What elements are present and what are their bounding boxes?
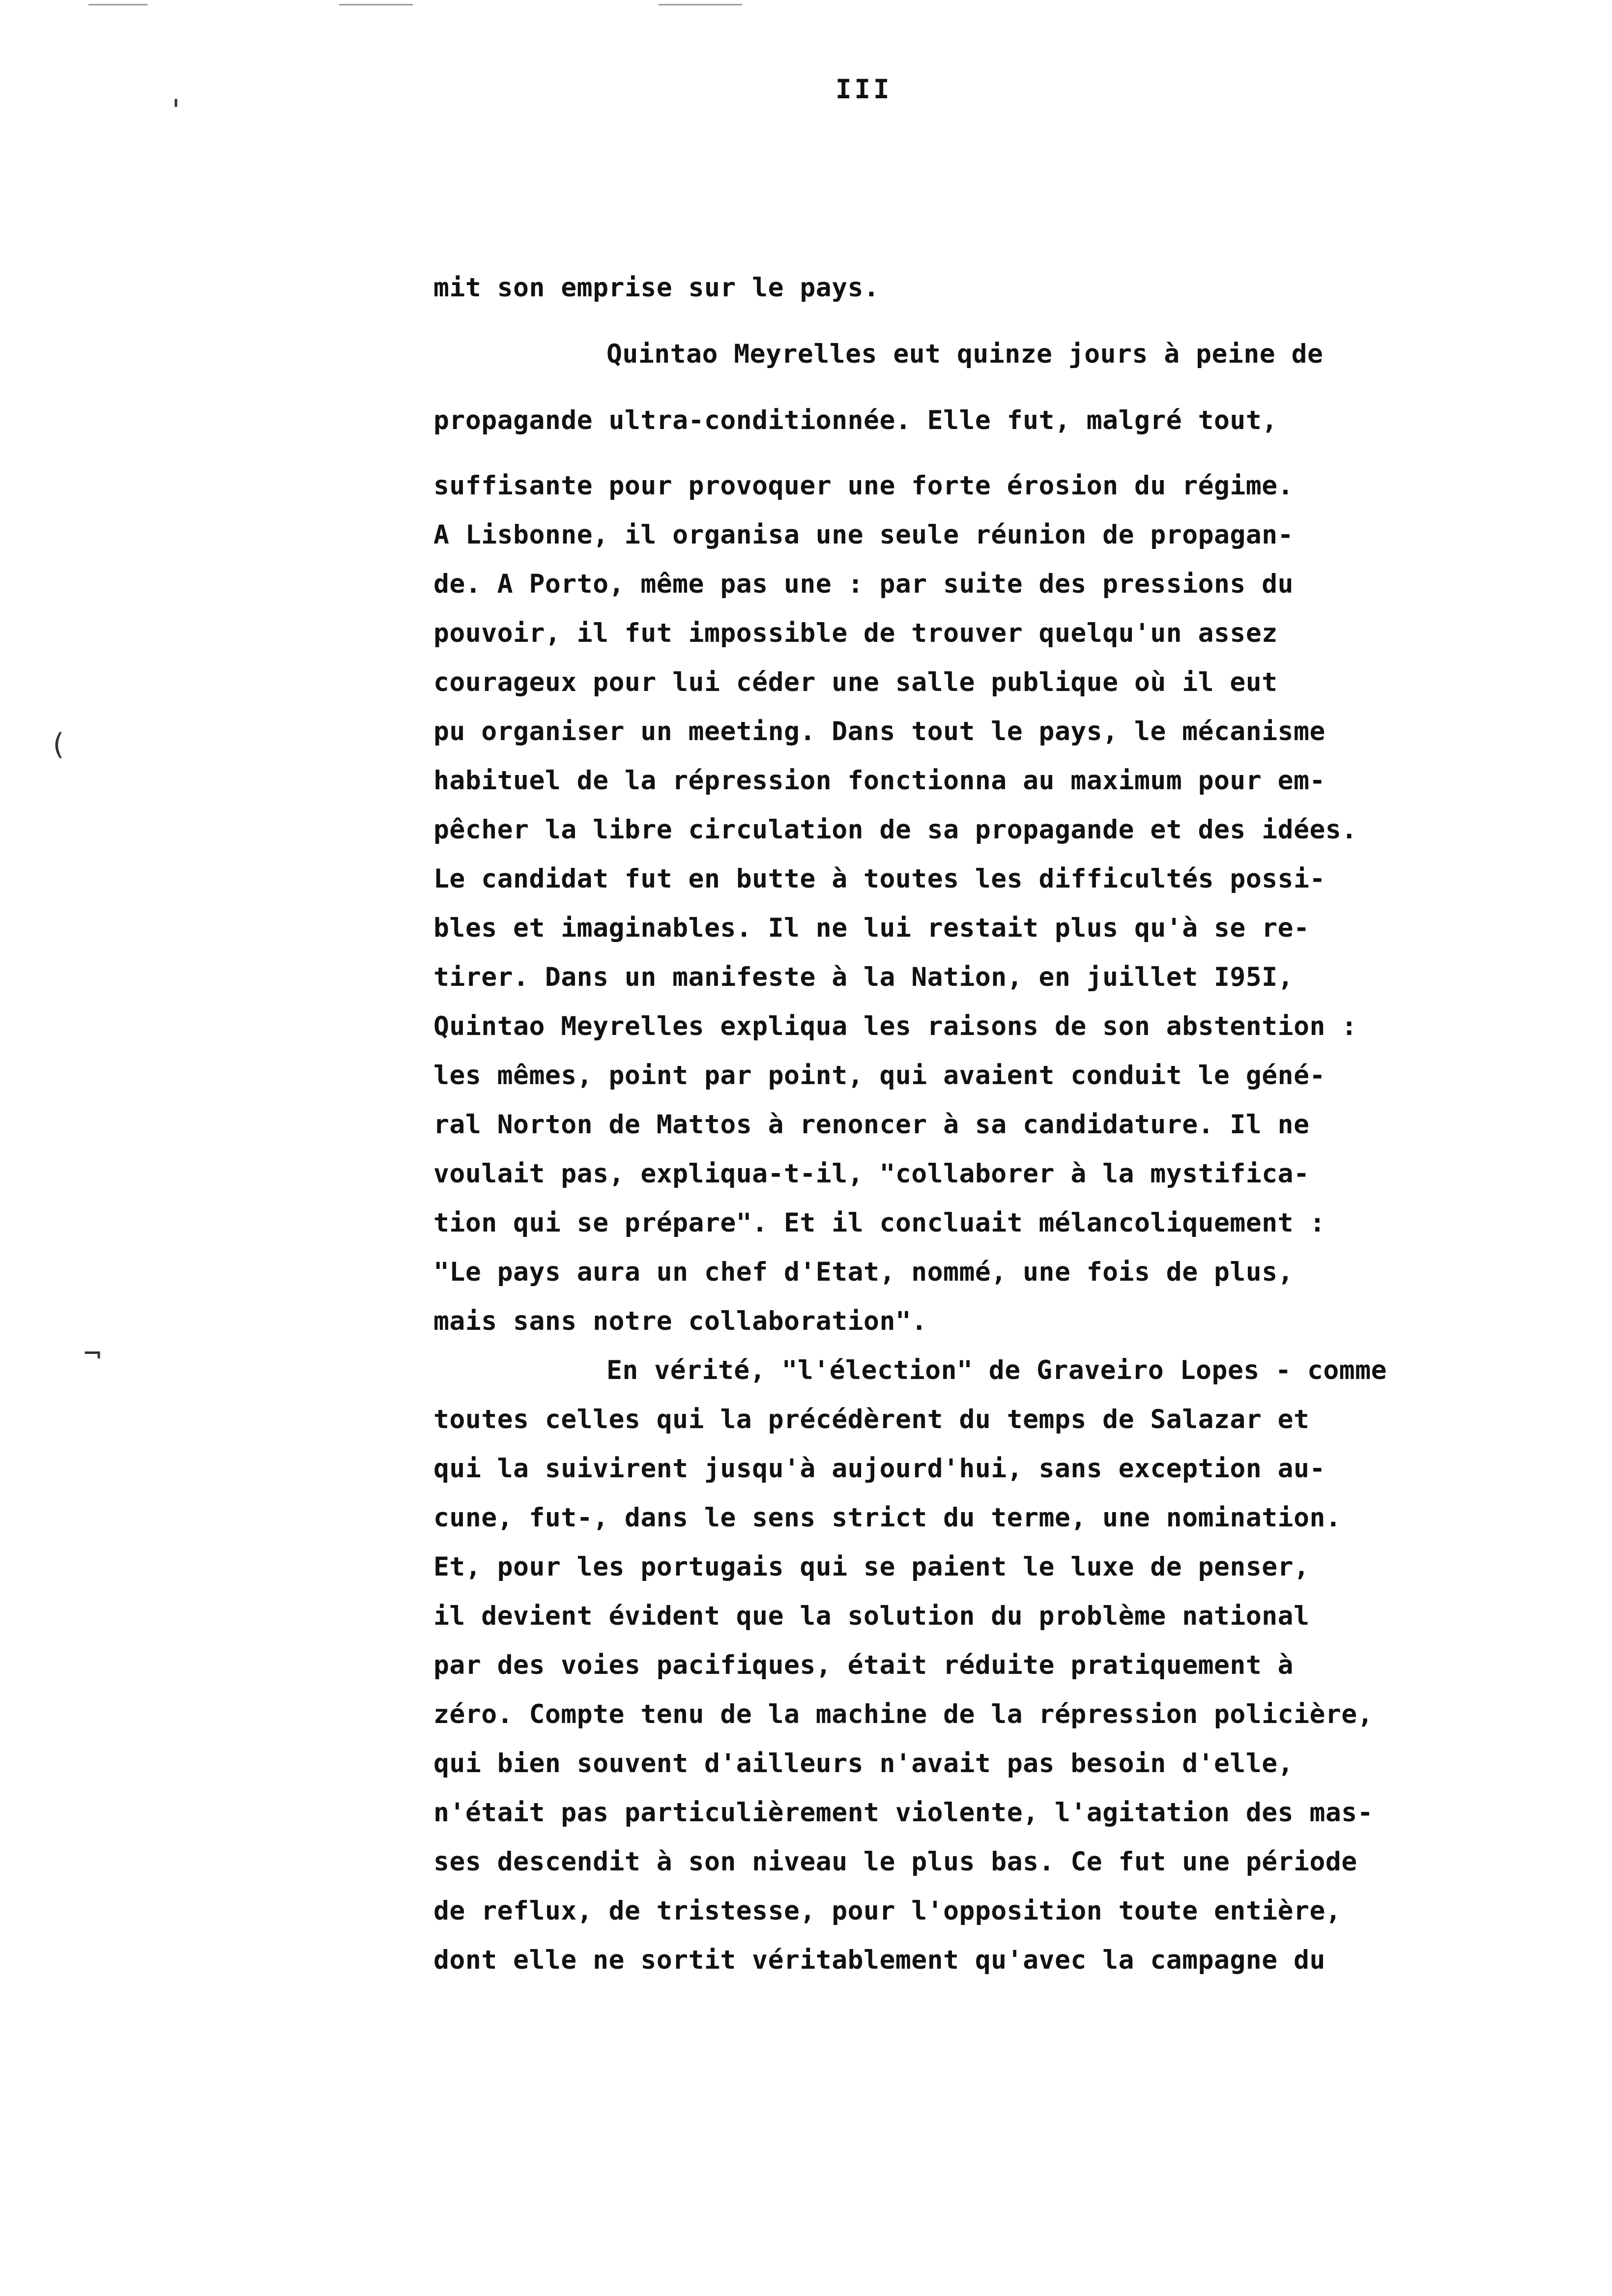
text-line: par des voies pacifiques, était réduite pratiquement à	[433, 1650, 1294, 1680]
text-line: pouvoir, il fut impossible de trouver quelqu'un assez	[433, 618, 1278, 648]
text-line: zéro. Compte tenu de la machine de la répression policière,	[433, 1699, 1374, 1729]
text-line: cune, fut-, dans le sens strict du terme, une nomination.	[433, 1503, 1342, 1533]
text-line: n'était pas particulièrement violente, l'agitation des mas-	[433, 1798, 1374, 1828]
text-line: pêcher la libre circulation de sa propagande et des idées.	[433, 815, 1357, 845]
text-line: Le candidat fut en butte à toutes les difficultés possi-	[433, 864, 1325, 894]
text-line: courageux pour lui céder une salle publique où il eut	[433, 667, 1278, 697]
text-line: ses descendit à son niveau le plus bas. Ce fut une période	[433, 1847, 1357, 1877]
text-line: mit son emprise sur le pays.	[433, 273, 880, 303]
text-line: tion qui se prépare". Et il concluait mélancoliquement :	[433, 1208, 1325, 1238]
text-line: toutes celles qui la précédèrent du temps de Salazar et	[433, 1405, 1310, 1435]
text-line: de. A Porto, même pas une : par suite des pressions du	[433, 569, 1294, 599]
text-line: Quintao Meyrelles eut quinze jours à peine de	[606, 339, 1324, 369]
text-line: ral Norton de Mattos à renoncer à sa candidature. Il ne	[433, 1110, 1310, 1140]
scan-artifact-rule	[88, 4, 147, 5]
text-line: bles et imaginables. Il ne lui restait plus qu'à se re-	[433, 913, 1310, 943]
text-line: propagande ultra-conditionnée. Elle fut, malgré tout,	[433, 405, 1278, 435]
margin-mark: ¬	[84, 1337, 102, 1371]
text-line: suffisante pour provoquer une forte érosion du régime.	[433, 471, 1294, 501]
text-line: qui bien souvent d'ailleurs n'avait pas besoin d'elle,	[433, 1749, 1294, 1779]
text-line: A Lisbonne, il organisa une seule réunion de propagan-	[433, 520, 1294, 550]
text-line: habituel de la répression fonctionna au maximum pour em-	[433, 766, 1325, 796]
scan-artifact-rule	[339, 4, 413, 5]
scan-artifact-rule	[659, 4, 742, 5]
text-line: qui la suivirent jusqu'à aujourd'hui, sans exception au-	[433, 1454, 1325, 1484]
text-line: il devient évident que la solution du problème national	[433, 1601, 1310, 1631]
text-line: mais sans notre collaboration".	[433, 1306, 927, 1336]
margin-mark: (	[49, 727, 67, 762]
text-line: les mêmes, point par point, qui avaient conduit le géné-	[433, 1061, 1325, 1091]
text-line: tirer. Dans un manifeste à la Nation, en juillet I95I,	[433, 962, 1294, 992]
page-number: III	[835, 74, 892, 105]
text-line: En vérité, "l'élection" de Graveiro Lopes - comme	[606, 1355, 1387, 1385]
text-line: dont elle ne sortit véritablement qu'avec la campagne du	[433, 1945, 1325, 1975]
text-line: voulait pas, expliqua-t-il, "collaborer à la mystifica-	[433, 1159, 1310, 1189]
text-line: "Le pays aura un chef d'Etat, nommé, une fois de plus,	[433, 1257, 1294, 1287]
text-line: Quintao Meyrelles expliqua les raisons de son abstention :	[433, 1011, 1357, 1041]
text-line: pu organiser un meeting. Dans tout le pays, le mécanisme	[433, 717, 1325, 746]
text-line: Et, pour les portugais qui se paient le luxe de penser,	[433, 1552, 1310, 1582]
margin-mark: '	[167, 93, 185, 128]
text-line: de reflux, de tristesse, pour l'opposition toute entière,	[433, 1896, 1342, 1926]
